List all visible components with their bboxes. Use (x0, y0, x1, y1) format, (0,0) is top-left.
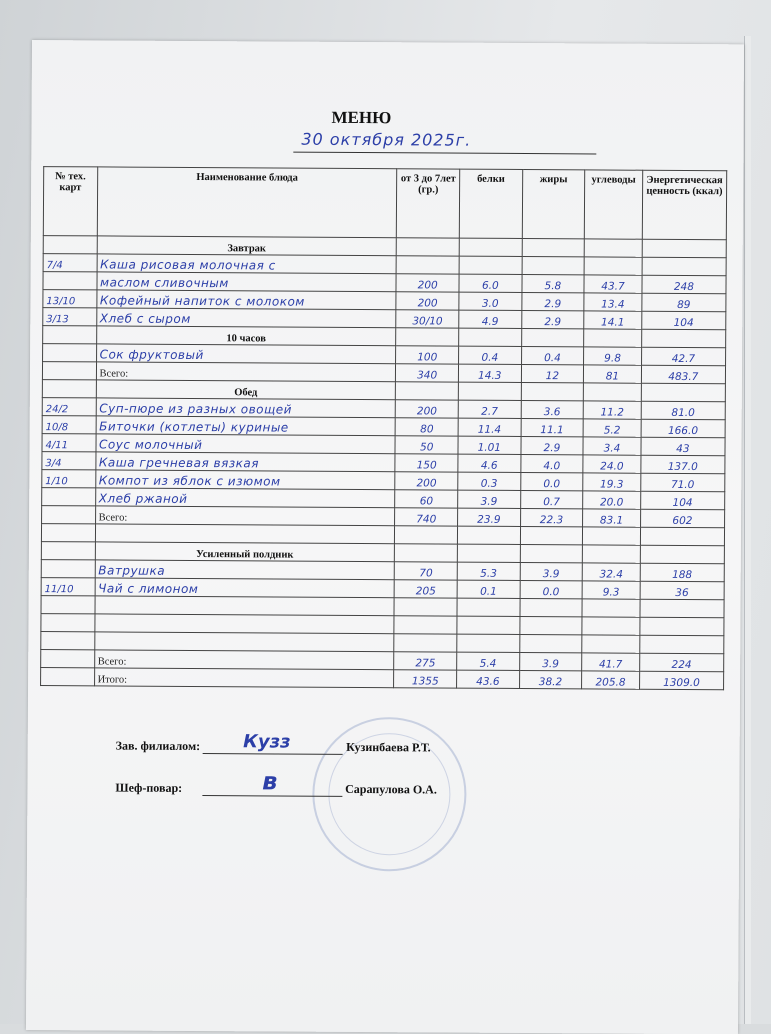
dish-energy: 43 (641, 437, 725, 456)
dish-name: Каша рисовая молочная с (97, 254, 397, 274)
dish-fat: 3.9 (520, 562, 583, 580)
tech-card-number (41, 560, 95, 578)
dish-portion: 60 (395, 490, 458, 508)
dish-name: Компот из яблок с изюмом (95, 470, 395, 490)
dish-carbs: 5.2 (583, 419, 641, 437)
dish-fat: 11.1 (521, 418, 584, 436)
dish-carbs: 13.4 (584, 293, 642, 311)
dish-portion (397, 256, 460, 274)
page-title: МЕНЮ (331, 107, 392, 128)
tech-card-number: 3/4 (42, 452, 96, 470)
total-portion: 275 (394, 652, 457, 670)
dish-energy: 248 (642, 275, 726, 294)
dish-portion: 200 (396, 400, 459, 418)
dish-carbs: 32.4 (582, 563, 640, 581)
paper-edge (744, 36, 751, 1024)
total-carbs: 205.8 (582, 671, 640, 689)
total-portion: 1355 (394, 670, 457, 688)
dish-energy: 42.7 (641, 347, 725, 366)
tech-card-number: 7/4 (43, 254, 97, 272)
total-label: Всего: (94, 650, 394, 670)
dish-energy: 188 (640, 563, 724, 582)
dish-portion: 200 (396, 292, 459, 310)
section-title-ten: 10 часов (96, 326, 396, 346)
tech-card-number: 24/2 (42, 398, 96, 416)
dish-protein: 1.01 (458, 436, 521, 454)
dish-energy: 36 (640, 581, 724, 600)
dish-carbs: 19.3 (583, 473, 641, 491)
section-title-lunch: Обед (96, 380, 396, 400)
dish-portion: 205 (395, 580, 458, 598)
dish-portion: 30/10 (396, 310, 459, 328)
total-carbs: 83.1 (583, 509, 641, 527)
tech-card-number (43, 344, 97, 362)
dish-fat: 2.9 (521, 436, 584, 454)
total-carbs: 81 (584, 365, 642, 383)
dish-name: Биточки (котлеты) куриные (96, 416, 396, 436)
dish-carbs: 9.8 (584, 347, 642, 365)
tech-card-number: 4/11 (42, 434, 96, 452)
dish-carbs: 11.2 (583, 401, 641, 419)
dish-protein: 6.0 (459, 274, 522, 292)
dish-name: Суп-пюре из разных овощей (96, 398, 396, 418)
total-energy: 602 (640, 509, 724, 528)
total-protein: 5.4 (457, 652, 520, 670)
tech-card-number (42, 488, 96, 506)
dish-protein (459, 256, 522, 274)
dish-fat: 2.9 (521, 310, 584, 328)
dish-portion: 80 (396, 418, 459, 436)
dish-energy: 89 (642, 293, 726, 312)
dish-carbs: 14.1 (584, 311, 642, 329)
total-portion: 340 (396, 364, 459, 382)
dish-carbs: 3.4 (583, 437, 641, 455)
dish-fat: 5.8 (522, 274, 585, 292)
dish-protein: 4.6 (458, 454, 521, 472)
dish-portion: 200 (395, 472, 458, 490)
tech-card-number: 13/10 (43, 290, 97, 308)
dish-portion: 70 (395, 562, 458, 580)
menu-document (26, 40, 744, 1034)
dish-portion: 150 (395, 454, 458, 472)
dish-energy: 71.0 (641, 473, 725, 492)
total-fat: 3.9 (519, 652, 582, 670)
branch-head-signature-row (115, 731, 431, 756)
total-protein: 43.6 (457, 670, 520, 688)
dish-name: Чай с лимоном (95, 578, 395, 598)
total-portion: 740 (395, 508, 458, 526)
dish-energy (642, 257, 726, 276)
dish-protein: 0.1 (457, 580, 520, 598)
dish-name: Ватрушка (95, 560, 395, 580)
dish-energy: 137.0 (641, 455, 725, 474)
total-energy: 224 (639, 653, 723, 672)
col-header-energy: Энергетическая ценность (ккал) (642, 170, 727, 240)
tech-card-number: 11/10 (41, 578, 95, 596)
total-label: Итого: (94, 668, 394, 688)
col-header-tech-card: № тех. карт (43, 167, 97, 236)
tech-card-number: 3/13 (43, 308, 97, 326)
col-header-fat: жиры (522, 169, 585, 238)
total-row (41, 668, 724, 690)
dish-fat: 2.9 (521, 292, 584, 310)
menu-table (40, 166, 727, 690)
dish-protein: 11.4 (458, 418, 521, 436)
dish-fat (522, 256, 585, 274)
dish-name: Хлеб с сыром (96, 308, 396, 328)
dish-portion: 100 (396, 346, 459, 364)
dish-fat: 4.0 (520, 454, 583, 472)
branch-head-label: Зав. филиалом: (115, 738, 201, 754)
total-energy: 483.7 (641, 365, 725, 384)
dish-name: Кофейный напиток с молоком (96, 290, 396, 310)
total-label: Всего: (95, 506, 395, 526)
total-protein: 14.3 (458, 364, 521, 382)
chef-signature-line (202, 767, 342, 797)
col-header-protein: белки (459, 169, 522, 238)
total-fat: 38.2 (519, 670, 582, 688)
dish-fat: 0.0 (520, 472, 583, 490)
total-protein: 23.9 (458, 508, 521, 526)
section-title-snack: Усиленный полдник (95, 542, 395, 562)
col-header-portion: от 3 до 7лет (гр.) (397, 169, 460, 238)
table-body (41, 236, 727, 690)
dish-name: Соус молочный (96, 434, 396, 454)
dish-fat: 0.7 (520, 490, 583, 508)
dish-name: Каша гречневая вязкая (95, 452, 395, 472)
dish-portion: 200 (396, 274, 459, 292)
dish-protein: 2.7 (458, 400, 521, 418)
total-fat: 22.3 (520, 508, 583, 526)
dish-name: Сок фруктовый (96, 344, 396, 364)
dish-protein: 3.9 (458, 490, 521, 508)
dish-carbs (584, 257, 642, 275)
dish-name: маслом сливочным (96, 272, 396, 292)
total-energy: 1309.0 (639, 671, 723, 690)
dish-carbs: 9.3 (582, 581, 640, 599)
chef-signature-row (115, 767, 437, 798)
chef-signature-mark: в (262, 767, 278, 796)
dish-protein: 0.4 (459, 346, 522, 364)
col-header-carbs: углеводы (584, 170, 642, 239)
table-header-row (43, 167, 726, 240)
dish-energy: 81.0 (641, 401, 725, 420)
branch-head-name: Кузинбаева Р.Т. (346, 739, 431, 755)
dish-carbs: 20.0 (583, 491, 641, 509)
dish-carbs: 24.0 (583, 455, 641, 473)
total-fat: 12 (521, 364, 584, 382)
dish-carbs: 43.7 (584, 275, 642, 293)
col-header-dish-name: Наименование блюда (97, 167, 397, 238)
dish-protein: 5.3 (457, 562, 520, 580)
menu-date: 30 октября 2025г. (293, 130, 596, 155)
tech-card-number: 1/10 (42, 470, 96, 488)
dish-name: Хлеб ржаной (95, 488, 395, 508)
branch-head-signature-mark: Кузз (243, 731, 291, 753)
dish-protein: 4.9 (459, 310, 522, 328)
section-title-breakfast: Завтрак (97, 236, 397, 256)
chef-label: Шеф-повар: (115, 780, 183, 795)
tech-card-number: 10/8 (42, 416, 96, 434)
dish-fat: 0.4 (521, 346, 584, 364)
dish-energy: 166.0 (641, 419, 725, 438)
dish-protein: 0.3 (458, 472, 521, 490)
dish-protein: 3.0 (459, 292, 522, 310)
dish-energy: 104 (641, 311, 725, 330)
dish-portion: 50 (395, 436, 458, 454)
dish-fat: 3.6 (521, 400, 584, 418)
total-carbs: 41.7 (582, 653, 640, 671)
total-label: Всего: (96, 362, 396, 382)
dish-fat: 0.0 (520, 580, 583, 598)
chef-name: Сарапулова О.А. (345, 781, 437, 797)
branch-head-signature-line (203, 731, 343, 755)
tech-card-number (43, 272, 97, 290)
dish-energy: 104 (640, 491, 724, 510)
